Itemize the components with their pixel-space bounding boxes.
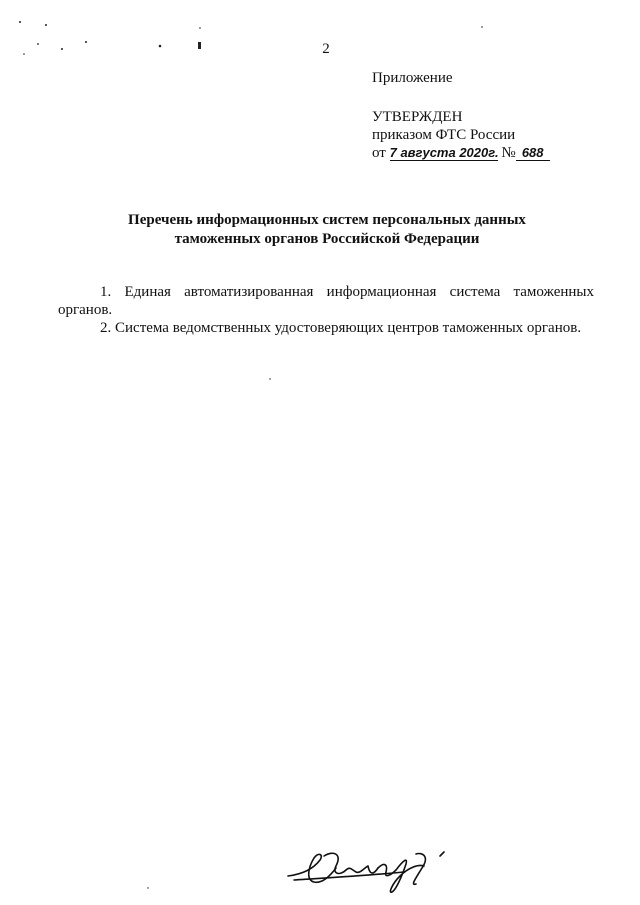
approval-date-line — [372, 144, 550, 162]
title-line-2: таможенных органов Российской Федерации — [174, 231, 480, 247]
approval-order: приказом ФТС России — [372, 127, 516, 143]
list-item: 1. Единая автоматизированная информационная система таможенных органов. — [58, 284, 594, 318]
title-line-1: Перечень информационных систем персональных данных — [128, 212, 526, 228]
appendix-label: Приложение — [372, 70, 453, 86]
systems-list — [58, 283, 594, 337]
approval-status: УТВЕРЖДЕН — [372, 109, 463, 125]
order-number: 688 — [516, 145, 550, 161]
list-item: 2. Система ведомственных удостоверяющих центров таможенных органов. — [100, 320, 582, 336]
number-prefix: № — [501, 145, 516, 161]
document-title — [60, 211, 594, 249]
date-prefix: от — [372, 145, 386, 161]
approval-block — [372, 108, 550, 162]
page-number: 2 — [322, 41, 330, 57]
order-date: 7 августа 2020г. — [389, 145, 499, 160]
handwritten-signature-icon — [284, 846, 464, 896]
